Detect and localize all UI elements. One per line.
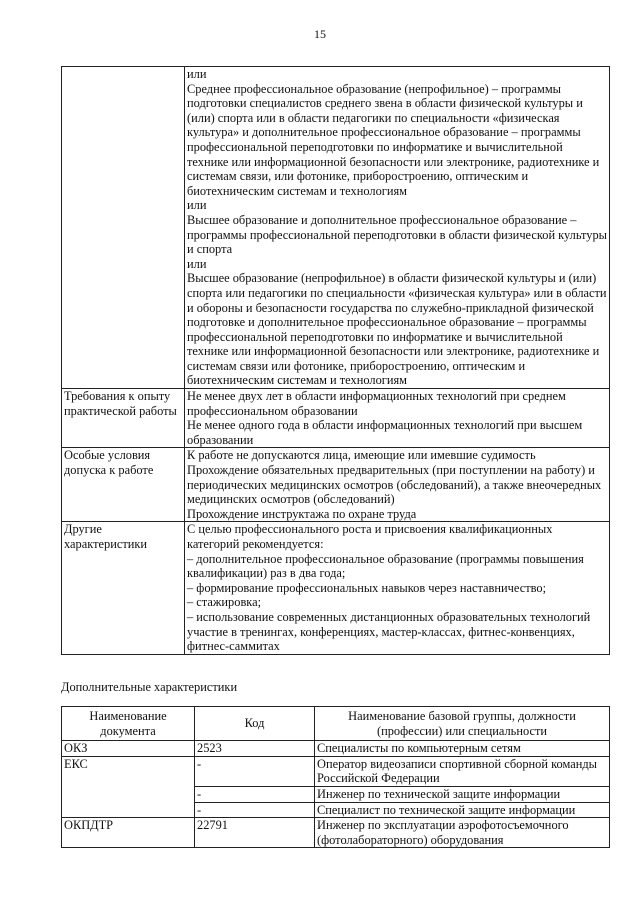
label-line: Требования к опыту [64,389,171,404]
table-row [62,818,610,848]
content-line: Среднее профессиональное образование (непрофильное) – программы подготовки специалистов среднего звена в области физической культуры и (или) спорта или в области педагогики по специальности «физическая культура» и дополнительное профессиональное образование – программы профессиональной переподготовки по информатике и вычислительной технике или информационной безопасности или электронике, радиотехнике и системам связи, или фотонике, приборостроению, оптическим и биотехническим системам и технологиям [187,81,600,198]
row-label [62,522,185,654]
group-name-cell: Специалисты по компьютерным сетям [315,741,610,757]
group-name-cell: Инженер по технической защите информации [315,786,610,802]
row-content [185,67,610,389]
group-name-cell: Оператор видеозаписи спортивной сборной команды Российской Федерации [315,756,610,786]
code-cell: - [195,786,315,802]
content-line: Прохождение обязательных предварительных (при поступлении на работу) и периодических медицинских осмотров (обследований), а также внеочередных медицинских осмотров (обследований) [187,463,602,507]
content-line: Не менее двух лет в области информационных технологий при среднем профессиональном образовании [187,389,566,418]
table-row [62,448,610,522]
content-line: или [187,198,207,213]
group-name-cell: Специалист по технической защите информации [315,802,610,818]
content-line: или [187,256,207,271]
table-row [62,522,610,654]
table-row [62,741,610,757]
row-content [185,389,610,448]
code-cell: 2523 [195,741,315,757]
page-number: 15 [314,27,326,41]
content-line: Высшее образование (непрофильное) в области физической культуры и (или) спорта или педагогики по специальности «физическая культура» или в области и обороны и безопасности государства по служебно-прикладной физической подготовке и дополнительное профессиональное образование – программы профессиональной переподготовки по информатике и вычислительной технике или информационной безопасности или электронике, радиотехнике и системам связи или фотонике, приборостроению, оптическим и биотехническим системам и технологиям [187,271,607,388]
document-cell: ОКПДТР [62,818,195,848]
table-row [62,756,610,786]
label-line: допуска к работе [64,463,154,478]
requirements-table [61,66,610,655]
content-line: К работе не допускаются лица, имеющие или имевшие судимость [187,448,536,463]
document-cell: ЕКС [62,756,195,817]
document-cell: ОКЗ [62,741,195,757]
label-line: Особые условия [64,448,151,463]
content-line: – использование современных дистанционных образовательных технологий участие в тренингах, конференциях, мастер-классах, фитнес-конвенциях, фитнес-саммитах [187,609,591,654]
table-header-row [62,707,610,741]
code-cell: 22791 [195,818,315,848]
additional-characteristics-table [61,706,610,848]
content-line: Не менее одного года в области информационных технологий при высшем образовании [187,418,583,447]
content-line: – формирование профессиональных навыков через наставничество; [187,580,547,595]
content-line: или [187,67,207,81]
row-label [62,448,185,522]
content-line: – дополнительное профессиональное образование (программы повышения квалификации) раз в два года; [187,551,584,581]
content-line: – стажировка; [187,595,262,610]
header-document: Наименование документа [62,707,195,741]
row-label [62,67,185,389]
label-line: практической работы [64,403,177,418]
table-row [62,67,610,389]
content-line: Прохождение инструктажа по охране труда [187,506,417,521]
row-label [62,389,185,448]
label-line: характеристики [64,537,148,551]
section-title: Дополнительные характеристики [61,680,238,694]
content-line: Высшее образование и дополнительное профессиональное образование – программы профессиональной переподготовки в области физической культуры и спорта [187,212,607,257]
table-row [62,389,610,448]
header-code: Код [195,707,315,741]
label-line: Другие [64,522,102,537]
row-content [185,448,610,522]
code-cell: - [195,802,315,818]
code-cell: - [195,756,315,786]
group-name-cell: Инженер по эксплуатации аэрофотосъемочного (фотолабораторного) оборудования [315,818,610,848]
row-content [185,522,610,654]
content-line: С целью профессионального роста и присвоения квалификационных категорий рекомендуется: [187,522,553,551]
header-group-name: Наименование базовой группы, должности (профессии) или специальности [315,707,610,741]
